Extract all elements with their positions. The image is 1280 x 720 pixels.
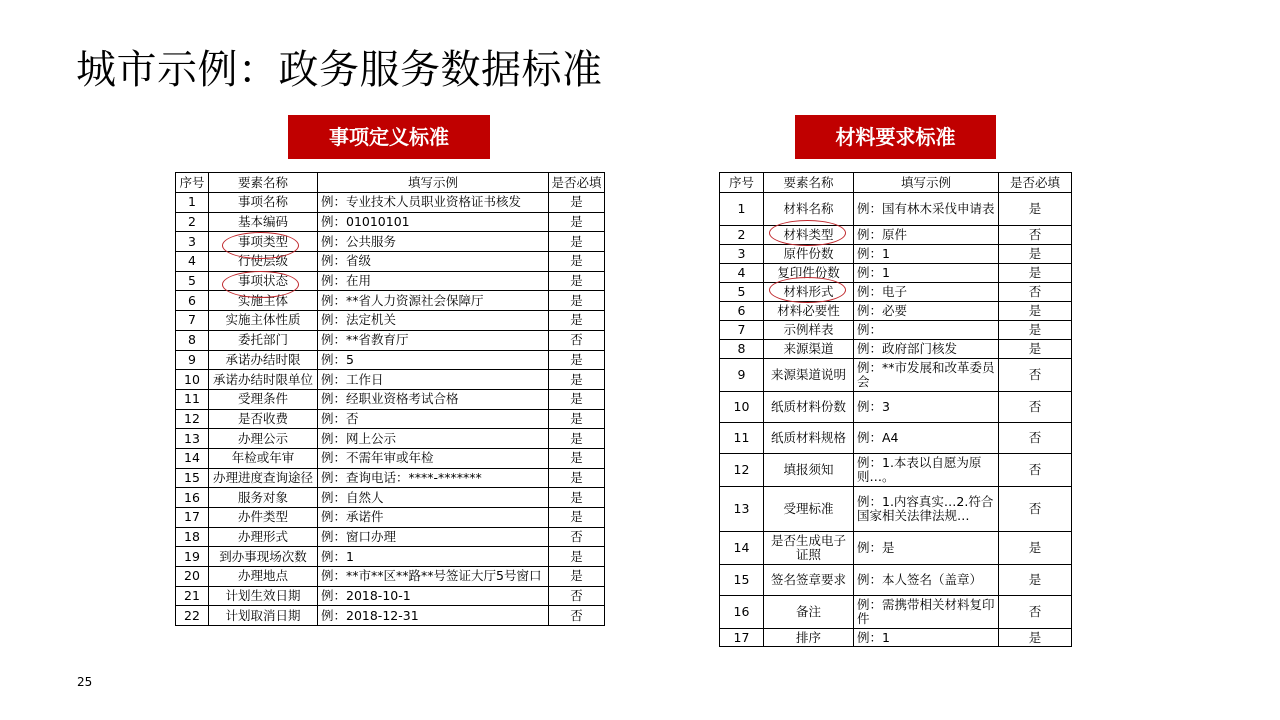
- row-required: 是: [999, 629, 1072, 647]
- table-row: [176, 370, 605, 390]
- row-index: 13: [720, 487, 764, 532]
- table-row: [176, 508, 605, 528]
- row-example: 例：在用: [318, 271, 549, 291]
- row-index: 16: [176, 488, 209, 508]
- row-index: 15: [720, 565, 764, 596]
- row-required: 否: [999, 392, 1072, 423]
- definition-standard-table: [175, 172, 605, 626]
- page-number: 25: [77, 675, 93, 689]
- row-required: 否: [999, 454, 1072, 487]
- row-required: 是: [549, 311, 605, 331]
- row-element-name: 承诺办结时限: [209, 350, 318, 370]
- row-example: 例：国有林木采伐申请表: [854, 193, 999, 226]
- definition-standard-banner: 事项定义标准: [288, 115, 490, 159]
- table-row: [176, 547, 605, 567]
- row-index: 10: [176, 370, 209, 390]
- row-example: 例：5: [318, 350, 549, 370]
- row-index: 14: [176, 448, 209, 468]
- row-required: 是: [549, 291, 605, 311]
- row-index: 20: [176, 567, 209, 587]
- row-example: 例：查询电话：****-*******: [318, 468, 549, 488]
- row-required: 否: [999, 596, 1072, 629]
- table-row: [720, 340, 1072, 359]
- row-example: 例：网上公示: [318, 429, 549, 449]
- table-row: [720, 359, 1072, 392]
- row-required: 否: [549, 586, 605, 606]
- table-row: [176, 409, 605, 429]
- row-index: 14: [720, 532, 764, 565]
- row-required: 否: [549, 330, 605, 350]
- table-row: [176, 488, 605, 508]
- table-row: [176, 350, 605, 370]
- table-row: [176, 271, 605, 291]
- header-required: 是否必填: [999, 173, 1072, 193]
- row-element-name: 办理形式: [209, 527, 318, 547]
- row-element-name: 办件类型: [209, 508, 318, 528]
- row-element-name: 材料类型: [764, 226, 854, 245]
- row-example: 例：公共服务: [318, 232, 549, 252]
- table-row: [176, 330, 605, 350]
- table-row: [176, 606, 605, 626]
- table-row: [720, 245, 1072, 264]
- row-element-name: 事项类型: [209, 232, 318, 252]
- header-element-name: 要素名称: [209, 173, 318, 193]
- row-index: 9: [176, 350, 209, 370]
- row-element-name: 来源渠道说明: [764, 359, 854, 392]
- row-element-name: 事项状态: [209, 271, 318, 291]
- row-element-name: 材料必要性: [764, 302, 854, 321]
- row-required: 是: [999, 193, 1072, 226]
- row-required: 是: [549, 212, 605, 232]
- header-index: 序号: [720, 173, 764, 193]
- table-row: [720, 532, 1072, 565]
- row-index: 13: [176, 429, 209, 449]
- row-example: 例：1.本表以自愿为原则…。: [854, 454, 999, 487]
- row-required: 是: [999, 340, 1072, 359]
- table-row: [720, 454, 1072, 487]
- row-element-name: 填报须知: [764, 454, 854, 487]
- row-element-name: 是否收费: [209, 409, 318, 429]
- row-required: 是: [549, 547, 605, 567]
- row-index: 2: [176, 212, 209, 232]
- row-example: 例：**省人力资源社会保障厅: [318, 291, 549, 311]
- row-element-name: 纸质材料规格: [764, 423, 854, 454]
- row-example: 例：本人签名（盖章）: [854, 565, 999, 596]
- table-row: [176, 527, 605, 547]
- table-row: [176, 389, 605, 409]
- row-element-name: 承诺办结时限单位: [209, 370, 318, 390]
- row-element-name: 办理公示: [209, 429, 318, 449]
- material-standard-banner: 材料要求标准: [795, 115, 996, 159]
- row-required: 是: [549, 488, 605, 508]
- row-element-name: 年检或年审: [209, 448, 318, 468]
- table-row: [176, 567, 605, 587]
- table-header-row: [176, 173, 605, 193]
- row-example: 例：1: [318, 547, 549, 567]
- row-example: 例：自然人: [318, 488, 549, 508]
- row-index: 11: [720, 423, 764, 454]
- row-example: 例：承诺件: [318, 508, 549, 528]
- table-row: [720, 565, 1072, 596]
- row-element-name: 备注: [764, 596, 854, 629]
- table-row: [176, 232, 605, 252]
- row-index: 2: [720, 226, 764, 245]
- row-example: 例：**市**区**路**号签证大厅5号窗口: [318, 567, 549, 587]
- row-element-name: 计划生效日期: [209, 586, 318, 606]
- row-index: 19: [176, 547, 209, 567]
- row-required: 是: [549, 232, 605, 252]
- row-index: 8: [176, 330, 209, 350]
- row-index: 7: [176, 311, 209, 331]
- row-element-name: 排序: [764, 629, 854, 647]
- row-index: 7: [720, 321, 764, 340]
- row-example: 例：3: [854, 392, 999, 423]
- table-row: [720, 264, 1072, 283]
- row-example: 例：工作日: [318, 370, 549, 390]
- row-element-name: 行使层级: [209, 252, 318, 272]
- row-element-name: 受理标准: [764, 487, 854, 532]
- row-example: 例：1.内容真实…2.符合国家相关法律法规…: [854, 487, 999, 532]
- header-element-name: 要素名称: [764, 173, 854, 193]
- row-example: 例：省级: [318, 252, 549, 272]
- row-example: 例：专业技术人员职业资格证书核发: [318, 193, 549, 213]
- row-index: 3: [176, 232, 209, 252]
- row-index: 12: [176, 409, 209, 429]
- row-index: 21: [176, 586, 209, 606]
- table-header-row: [720, 173, 1072, 193]
- table-row: [176, 448, 605, 468]
- row-index: 17: [720, 629, 764, 647]
- row-element-name: 委托部门: [209, 330, 318, 350]
- row-required: 否: [999, 487, 1072, 532]
- row-example: 例：1: [854, 264, 999, 283]
- table-row: [176, 586, 605, 606]
- row-required: 否: [999, 359, 1072, 392]
- row-element-name: 办理地点: [209, 567, 318, 587]
- row-index: 11: [176, 389, 209, 409]
- row-element-name: 基本编码: [209, 212, 318, 232]
- row-index: 22: [176, 606, 209, 626]
- table-row: [720, 423, 1072, 454]
- table-row: [176, 429, 605, 449]
- row-required: 否: [549, 606, 605, 626]
- row-required: 否: [549, 527, 605, 547]
- table-row: [176, 193, 605, 213]
- table-row: [176, 311, 605, 331]
- row-example: 例：窗口办理: [318, 527, 549, 547]
- row-required: 否: [999, 283, 1072, 302]
- row-index: 1: [176, 193, 209, 213]
- row-index: 12: [720, 454, 764, 487]
- row-index: 15: [176, 468, 209, 488]
- row-element-name: 是否生成电子证照: [764, 532, 854, 565]
- row-required: 是: [549, 370, 605, 390]
- row-index: 4: [720, 264, 764, 283]
- row-required: 是: [999, 264, 1072, 283]
- row-index: 3: [720, 245, 764, 264]
- row-required: 是: [549, 448, 605, 468]
- row-element-name: 事项名称: [209, 193, 318, 213]
- table-row: [176, 212, 605, 232]
- row-index: 17: [176, 508, 209, 528]
- row-example: 例：否: [318, 409, 549, 429]
- header-example: 填写示例: [318, 173, 549, 193]
- header-example: 填写示例: [854, 173, 999, 193]
- row-index: 4: [176, 252, 209, 272]
- row-required: 是: [549, 429, 605, 449]
- row-element-name: 来源渠道: [764, 340, 854, 359]
- row-example: 例：需携带相关材料复印件: [854, 596, 999, 629]
- row-example: 例：2018-12-31: [318, 606, 549, 626]
- table-row: [720, 193, 1072, 226]
- table-row: [176, 468, 605, 488]
- table-row: [176, 291, 605, 311]
- row-example: 例：必要: [854, 302, 999, 321]
- row-required: 是: [549, 567, 605, 587]
- table-row: [720, 392, 1072, 423]
- row-example: 例：原件: [854, 226, 999, 245]
- table-row: [720, 596, 1072, 629]
- row-example: 例：政府部门核发: [854, 340, 999, 359]
- row-required: 是: [999, 565, 1072, 596]
- row-required: 否: [999, 423, 1072, 454]
- table-row: [720, 283, 1072, 302]
- row-index: 8: [720, 340, 764, 359]
- row-element-name: 材料名称: [764, 193, 854, 226]
- header-required: 是否必填: [549, 173, 605, 193]
- row-required: 是: [549, 193, 605, 213]
- row-required: 是: [999, 245, 1072, 264]
- row-example: 例：**省教育厅: [318, 330, 549, 350]
- row-required: 否: [999, 226, 1072, 245]
- row-index: 16: [720, 596, 764, 629]
- page-title: 城市示例：政务服务数据标准: [76, 47, 603, 93]
- row-required: 是: [999, 532, 1072, 565]
- row-example: 例：法定机关: [318, 311, 549, 331]
- row-example: 例：经职业资格考试合格: [318, 389, 549, 409]
- material-standard-table: [719, 172, 1072, 647]
- row-element-name: 材料形式: [764, 283, 854, 302]
- row-example: 例：01010101: [318, 212, 549, 232]
- row-element-name: 实施主体性质: [209, 311, 318, 331]
- row-required: 是: [549, 271, 605, 291]
- row-example: 例：是: [854, 532, 999, 565]
- row-index: 18: [176, 527, 209, 547]
- row-element-name: 原件份数: [764, 245, 854, 264]
- row-example: 例：不需年审或年检: [318, 448, 549, 468]
- table-row: [720, 629, 1072, 647]
- row-element-name: 纸质材料份数: [764, 392, 854, 423]
- row-element-name: 实施主体: [209, 291, 318, 311]
- row-example: 例：1: [854, 245, 999, 264]
- row-index: 1: [720, 193, 764, 226]
- row-index: 9: [720, 359, 764, 392]
- row-required: 是: [549, 409, 605, 429]
- row-required: 是: [549, 350, 605, 370]
- header-index: 序号: [176, 173, 209, 193]
- row-index: 10: [720, 392, 764, 423]
- row-element-name: 服务对象: [209, 488, 318, 508]
- row-example: 例：电子: [854, 283, 999, 302]
- row-example: 例：1: [854, 629, 999, 647]
- row-index: 5: [176, 271, 209, 291]
- row-element-name: 办理进度查询途径: [209, 468, 318, 488]
- row-required: 是: [999, 321, 1072, 340]
- row-example: 例：A4: [854, 423, 999, 454]
- row-required: 是: [549, 508, 605, 528]
- row-index: 6: [720, 302, 764, 321]
- row-required: 是: [549, 389, 605, 409]
- table-row: [720, 226, 1072, 245]
- table-row: [720, 302, 1072, 321]
- row-required: 是: [549, 468, 605, 488]
- table-row: [720, 487, 1072, 532]
- row-example: 例：: [854, 321, 999, 340]
- table-row: [176, 252, 605, 272]
- row-example: 例：**市发展和改革委员会: [854, 359, 999, 392]
- row-required: 是: [549, 252, 605, 272]
- row-example: 例：2018-10-1: [318, 586, 549, 606]
- row-element-name: 受理条件: [209, 389, 318, 409]
- row-required: 是: [999, 302, 1072, 321]
- row-index: 6: [176, 291, 209, 311]
- row-index: 5: [720, 283, 764, 302]
- row-element-name: 复印件份数: [764, 264, 854, 283]
- row-element-name: 计划取消日期: [209, 606, 318, 626]
- row-element-name: 签名签章要求: [764, 565, 854, 596]
- row-element-name: 到办事现场次数: [209, 547, 318, 567]
- row-element-name: 示例样表: [764, 321, 854, 340]
- table-row: [720, 321, 1072, 340]
